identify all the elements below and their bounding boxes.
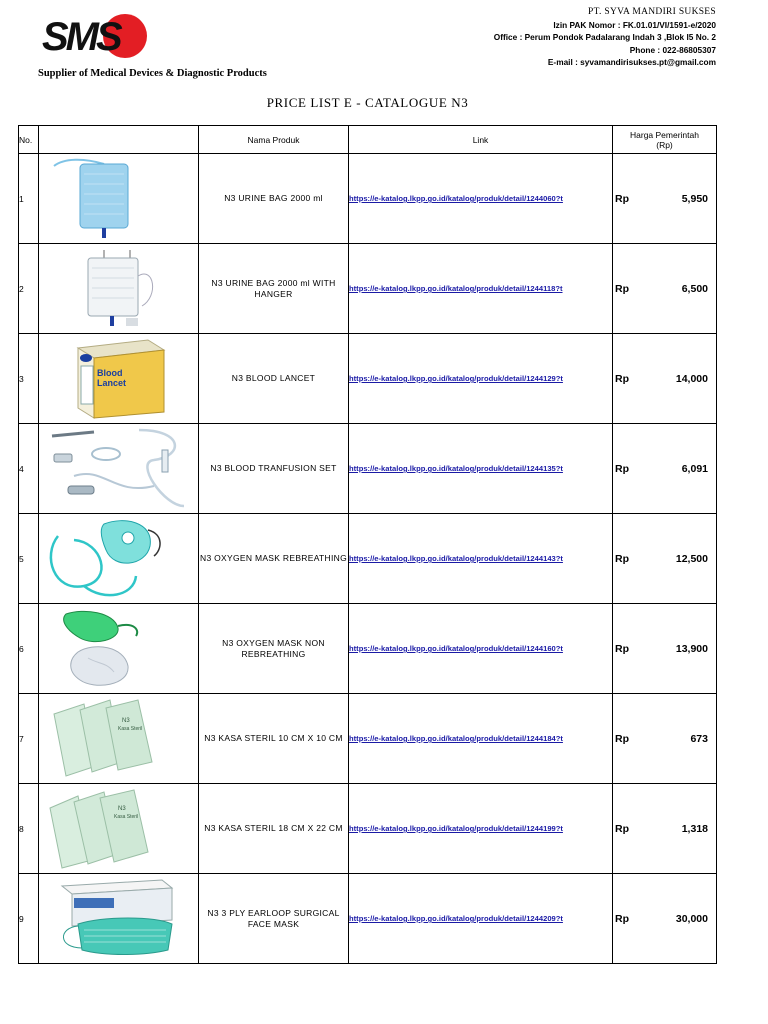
header-link: Link: [349, 126, 613, 154]
product-image: [44, 696, 194, 782]
product-image: [44, 516, 194, 602]
product-image-cell: [39, 874, 199, 964]
product-link[interactable]: https://e-katalog.lkpp.go.id/katalog/produk/detail/1244160?t: [349, 644, 563, 653]
price-value: 673: [690, 732, 708, 745]
product-link[interactable]: https://e-katalog.lkpp.go.id/katalog/produk/detail/1244135?t: [349, 464, 563, 473]
price-cell: [613, 514, 717, 604]
row-number: 9: [19, 874, 39, 964]
currency-label: Rp: [615, 372, 629, 385]
price-cell: [613, 334, 717, 424]
header-name: Nama Produk: [199, 126, 349, 154]
price-value: 13,900: [675, 642, 708, 655]
table-row: [19, 244, 717, 334]
product-name: N3 3 PLY EARLOOP SURGICAL FACE MASK: [199, 874, 349, 964]
product-link-cell: [349, 604, 613, 694]
product-name: N3 URINE BAG 2000 ml: [199, 154, 349, 244]
table-row: [19, 784, 717, 874]
currency-label: Rp: [615, 732, 629, 745]
table-row: [19, 154, 717, 244]
product-image-cell: [39, 514, 199, 604]
product-image: [44, 336, 194, 422]
product-name: N3 KASA STERIL 10 CM X 10 CM: [199, 694, 349, 784]
row-number: 1: [19, 154, 39, 244]
product-link-cell: [349, 334, 613, 424]
row-number: 2: [19, 244, 39, 334]
product-image: [44, 156, 194, 242]
row-number: 7: [19, 694, 39, 784]
header-image: [39, 126, 199, 154]
currency-label: Rp: [615, 642, 629, 655]
row-number: 4: [19, 424, 39, 514]
price-cell: [613, 154, 717, 244]
product-name: N3 URINE BAG 2000 ml WITH HANGER: [199, 244, 349, 334]
row-number: 3: [19, 334, 39, 424]
product-link-cell: [349, 514, 613, 604]
company-info: [494, 6, 716, 69]
price-value: 1,318: [681, 822, 708, 835]
header-no: No.: [19, 126, 39, 154]
office-address: Office : Perum Pondok Padalarang Indah 3 ,Blok I5 No. 2: [493, 32, 716, 43]
email-address: E-mail : syvamandirisukses.pt@gmail.com: [547, 57, 716, 68]
product-image: [44, 876, 194, 962]
product-image: [44, 606, 194, 692]
product-image-cell: [39, 334, 199, 424]
product-image: [44, 426, 194, 512]
table-row: [19, 694, 717, 784]
table-row: [19, 604, 717, 694]
currency-label: Rp: [615, 282, 629, 295]
product-link[interactable]: https://e-katalog.lkpp.go.id/katalog/produk/detail/1244199?t: [349, 824, 563, 833]
product-image-cell: [39, 784, 199, 874]
product-image-cell: [39, 154, 199, 244]
table-row: [19, 334, 717, 424]
header-price-line1: Harga Pemerintah: [630, 129, 699, 140]
price-value: 14,000: [675, 372, 708, 385]
product-image-cell: [39, 694, 199, 784]
izin-text: Izin PAK Nomor : FK.01.01/VI/1591-e/2020: [553, 19, 716, 30]
price-cell: [613, 604, 717, 694]
row-number: 8: [19, 784, 39, 874]
price-cell: [613, 424, 717, 514]
currency-label: Rp: [615, 192, 629, 205]
header-price-line2: (Rp): [656, 139, 673, 150]
product-name: N3 BLOOD LANCET: [199, 334, 349, 424]
product-link-cell: [349, 874, 613, 964]
currency-label: Rp: [615, 912, 629, 925]
table-row: [19, 514, 717, 604]
table-row: [19, 874, 717, 964]
product-image-cell: [39, 424, 199, 514]
product-image-cell: [39, 604, 199, 694]
row-number: 5: [19, 514, 39, 604]
product-link[interactable]: https://e-katalog.lkpp.go.id/katalog/produk/detail/1244209?t: [349, 914, 563, 923]
price-cell: [613, 784, 717, 874]
sms-logo: [40, 8, 150, 68]
product-name: N3 BLOOD TRANFUSION SET: [199, 424, 349, 514]
product-link[interactable]: https://e-katalog.lkpp.go.id/katalog/produk/detail/1244143?t: [349, 554, 563, 563]
logo-text: SMS: [42, 15, 120, 59]
price-value: 30,000: [675, 912, 708, 925]
table-row: [19, 424, 717, 514]
product-name: N3 OXYGEN MASK NON REBREATHING: [199, 604, 349, 694]
product-link-cell: [349, 694, 613, 784]
product-link-cell: [349, 154, 613, 244]
price-value: 6,091: [681, 462, 708, 475]
currency-label: Rp: [615, 462, 629, 475]
price-value: 12,500: [675, 552, 708, 565]
product-link[interactable]: https://e-katalog.lkpp.go.id/katalog/produk/detail/1244184?t: [349, 734, 563, 743]
product-link[interactable]: https://e-katalog.lkpp.go.id/katalog/produk/detail/1244060?t: [349, 194, 563, 203]
phone-number: Phone : 022-86805307: [629, 44, 716, 55]
price-cell: [613, 874, 717, 964]
row-number: 6: [19, 604, 39, 694]
product-name: N3 OXYGEN MASK REBREATHING: [199, 514, 349, 604]
price-cell: [613, 694, 717, 784]
product-image-cell: [39, 244, 199, 334]
product-image: [44, 786, 194, 872]
price-value: 6,500: [681, 282, 708, 295]
product-link[interactable]: https://e-katalog.lkpp.go.id/katalog/produk/detail/1244118?t: [349, 284, 563, 293]
header-price: [613, 126, 717, 154]
currency-label: Rp: [615, 822, 629, 835]
table-header-row: [19, 126, 717, 154]
currency-label: Rp: [615, 552, 629, 565]
product-name: N3 KASA STERIL 18 CM X 22 CM: [199, 784, 349, 874]
page-title: PRICE LIST E - CATALOGUE N3: [266, 95, 469, 110]
company-name: PT. SYVA MANDIRI SUKSES: [588, 7, 716, 17]
product-image: [44, 246, 194, 332]
product-link-cell: [349, 244, 613, 334]
product-link-cell: [349, 784, 613, 874]
tagline: Supplier of Medical Devices & Diagnostic Products: [38, 68, 267, 79]
product-link[interactable]: https://e-katalog.lkpp.go.id/katalog/produk/detail/1244129?t: [349, 374, 563, 383]
price-value: 5,950: [681, 192, 708, 205]
price-table: [18, 125, 717, 964]
price-cell: [613, 244, 717, 334]
product-link-cell: [349, 424, 613, 514]
